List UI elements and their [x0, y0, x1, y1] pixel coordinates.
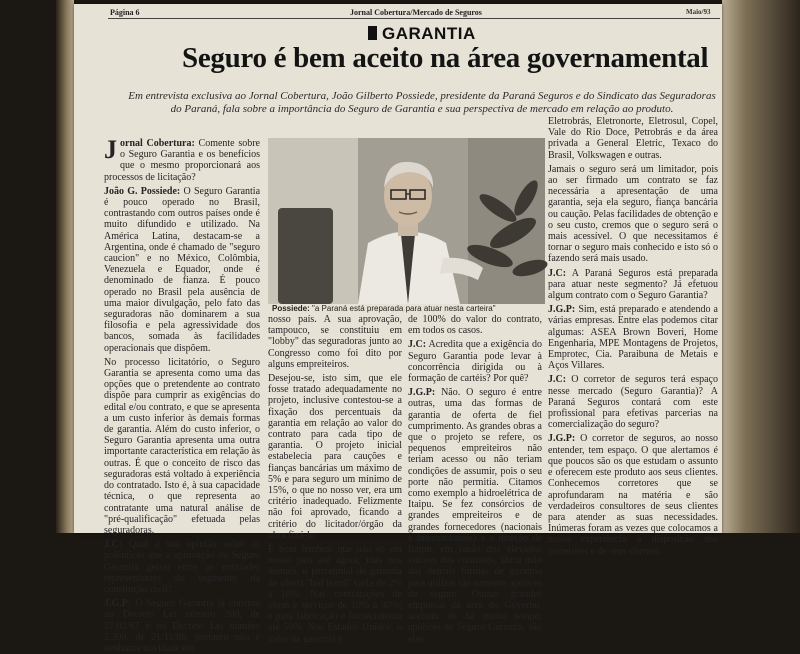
answer-5-text: O corretor de seguros, ao nosso entender, tem espaço. O que alertamos é que poucos são os que estudam o assunto e oferecem este produto aos seus clientes. Conhecemos corretores que se aprofundaram na matéria e são verdadeiros consultores de seus clientes para atender as suas necessidades. Inúmeras foram as vezes que colocamos a nossa experiência à disposição dos corretores e de seus clientes.: [548, 433, 718, 557]
answer-4-text: Sim, está preparado e atendendo a várias empresas. Entre elas podemos citar algumas: ASEA Brown Boveri, Home Engenharia, MPE Montagens de Projetos, Emprotec, Cia. Paraibuna de Metais e Aços Villares.: [548, 304, 718, 372]
headline: Seguro é bem aceito na área governamental: [182, 42, 709, 74]
question-2: [104, 539, 260, 595]
answer-3-lead: J.G.P:: [408, 387, 436, 399]
question-1-text: Comente sobre o Seguro Garantia e os benefícios que o mesmo proporcionará aos processos de licitação?: [104, 138, 260, 183]
question-3-lead: J.C:: [408, 339, 427, 351]
article-column-4: [548, 116, 718, 557]
article-column-3: [408, 314, 542, 645]
caption-name: Possiede:: [272, 304, 310, 313]
answer-1: [104, 186, 260, 354]
dropcap: J: [104, 135, 117, 164]
article-column-2: [268, 314, 402, 645]
header-rule: [108, 18, 720, 19]
article-column-1: [104, 135, 261, 654]
column-4-paragraph-1: Eletrobrás, Eletronorte, Eletrosul, Copel, Vale do Rio Doce, Petrobrás e da área privada a General Eletric, Texaco do Brasil, Volkswagen e outras.: [548, 116, 718, 161]
column-2-paragraph-1: nosso país. A sua aprovação, tampouco, se constituiu em "lobby" das seguradoras junto ao Congresso como foi dito por alguns empreiteiros.: [268, 314, 402, 370]
question-4-text: A Paraná Seguros está preparada para atuar neste segmento? Já efetuou algum contrato com o Seguro Garantia?: [548, 267, 718, 302]
binding-edge-right: [722, 0, 800, 533]
question-1: [104, 135, 260, 183]
question-5-text: O corretor de seguros terá espaço nesse mercado (Seguro Garantia)? A Paraná Seguros contará com este profissional para efetivas parcerias na comercialização do seguro?: [548, 374, 718, 431]
answer-1-continued: No processo licitatório, o Seguro Garantia se apresenta como uma das opções que o pretendente ao contrato dispõe para cumprir as exigências do edital e/ou contrato, e que se apresenta a um custo inferior às demais formas de garantia. Além do custo inferior, o Seguro Garantia apresenta uma outra importante característica em relação às outras. É que o conceito de risco das seguradoras está voltado à experiência do contratado. Isto é, à sua capacidade técnica, o que representa ao contratante uma natural análise de "pré-qualificação" efetuada pelas seguradoras.: [104, 356, 260, 536]
answer-4: [548, 304, 718, 371]
question-5: [548, 374, 718, 430]
deck: Em entrevista exclusiva ao Jornal Cobertura, João Gilberto Possiede, presidente da Paraná Seguros e do Sindicato das Seguradoras do Paraná, fala sobre a importância do Seguro de Garantia e sua perspectiva de mercado em relação ao produto.: [128, 90, 716, 115]
question-2-text: Qual a sua opinião sobre as polêmicas que a aprovação do Seguro Garantia gerou entre as entidades representantes do segmento da construção civil?: [104, 539, 260, 595]
binding-edge-left: [56, 0, 74, 533]
column-3-paragraph-1: de 100% do valor do contrato, em todos os casos.: [408, 314, 542, 337]
column-2-paragraph-2: Desejou-se, isto sim, que ele fosse tratado adequadamente no projeto, inclusive contestou-se a fixação dos percentuais da garantia em relação ao valor do contrato para cada tipo de garantia. O projeto inicial estabelecia para cauções e fianças bancárias um máximo de 5% e para seguro um mínimo de 15%, o que no nosso ver, era um critério inadequado. Felizmente não foi aprovado, ficando a critério do licitador/órgão da obra fixá-lo.: [268, 373, 402, 541]
answer-3-text: Não. O seguro é entre outras, uma das formas de garantia de oferta de fiel cumprimento. As grandes obras a que o projeto se refere, os pequenos empreiteiros não teriam acesso ou não teriam condições de assumir, pois o seu porte não permitia. Citamos como exemplo a hidroelétrica de Itaipu. Se fez consórcios de grandes empreiteiros e de grandes fornecedores (nacionais e internacionais) e a direção de Itaipu, em razão dos elevados valores dos contratos, abriu mão das demais formas de garantia para utilizar tão somente apólices de seguro. Outras grandes empresas da área do Governo, aceitam de há muito tempo, apólices de Seguro Garantia, são elas:: [408, 387, 542, 645]
answer-4-lead: J.G.P:: [548, 304, 576, 316]
question-2-lead: J.C:: [104, 539, 123, 551]
section-label-text: GARANTIA: [382, 24, 476, 43]
question-1-lead: ornal Cobertura:: [120, 138, 195, 149]
column-4-paragraph-2: Jamais o seguro será um limitador, pois ao ser firmado um contrato se faz necessária a apresentação de uma garantia, seja ela seguro, fiança bancária ou caução. Pelas facilidades de obtenção e o seu custo, cremos que o seguro será o mais acessível. O que necessitamos é tornar o seguro mais conhecido e isto só o fazendo será mais usado.: [548, 163, 718, 265]
portrait-illustration: [268, 138, 545, 304]
newspaper-page: [74, 4, 722, 654]
column-2-paragraph-3: É bom lembrar que não só em nosso país até agora, mas nos demais, o percentual de garantia de oferta "bid bond" varia de 2% a 10%. Nas contratações de obras e serviços de 10% a 30%; e para fabricação e fornecimento até 50%. Nos Estados Unidos, o valor da garantia é: [268, 544, 402, 645]
publication-name: Jornal Cobertura/Mercado de Seguros: [350, 8, 482, 17]
answer-1-lead: João G. Possiede:: [104, 185, 181, 197]
issue-date: Maio/93: [686, 8, 711, 16]
caption-quote: "a Paraná está preparada para atuar nesta carteira": [309, 304, 496, 313]
portrait-photo: [268, 138, 545, 304]
photo-caption: [272, 304, 496, 313]
section-label: [368, 24, 476, 44]
page-number: Página 6: [110, 8, 140, 17]
section-bar-icon: [368, 26, 377, 40]
question-4-lead: J.C:: [548, 267, 567, 279]
answer-1-text: O Seguro Garantia é pouco operado no Brasil, contrastando com outros países onde é muito difundido e utilizado. Na América Latina, destacam-se a Argentina, onde é chamado de "seguro caucion" e no México, Colômbia, Venezuela e Equador, onde é denominado de fianza. É pouco operado no Brasil pela ausência de uma maior divulgação, pelo fato das seguradoras não dominarem a sua filosofia e pela agressividade dos bancos, somada às facilidades operacionais que dispõem.: [104, 185, 261, 354]
answer-3: [408, 387, 542, 645]
question-4: [548, 268, 718, 302]
question-3: [408, 339, 542, 384]
answer-5-lead: J.G.P:: [548, 433, 576, 445]
question-5-lead: J.C:: [548, 374, 567, 386]
answer-2-text: O Seguro Garantia já constou no Decreto Lei número 200, de 27/02/67 e no Decreto Lei número 2.300, de 21/11/86, portanto não é nenhuma novidade em: [104, 598, 260, 654]
answer-2: [104, 598, 260, 654]
answer-2-lead: J.G.P:: [104, 598, 132, 610]
answer-5: [548, 433, 718, 556]
question-3-text: Acredita que a exigência do Seguro Garantia pode levar à concorrência dirigida ou à formação de cartéis? Por quê?: [408, 339, 542, 385]
